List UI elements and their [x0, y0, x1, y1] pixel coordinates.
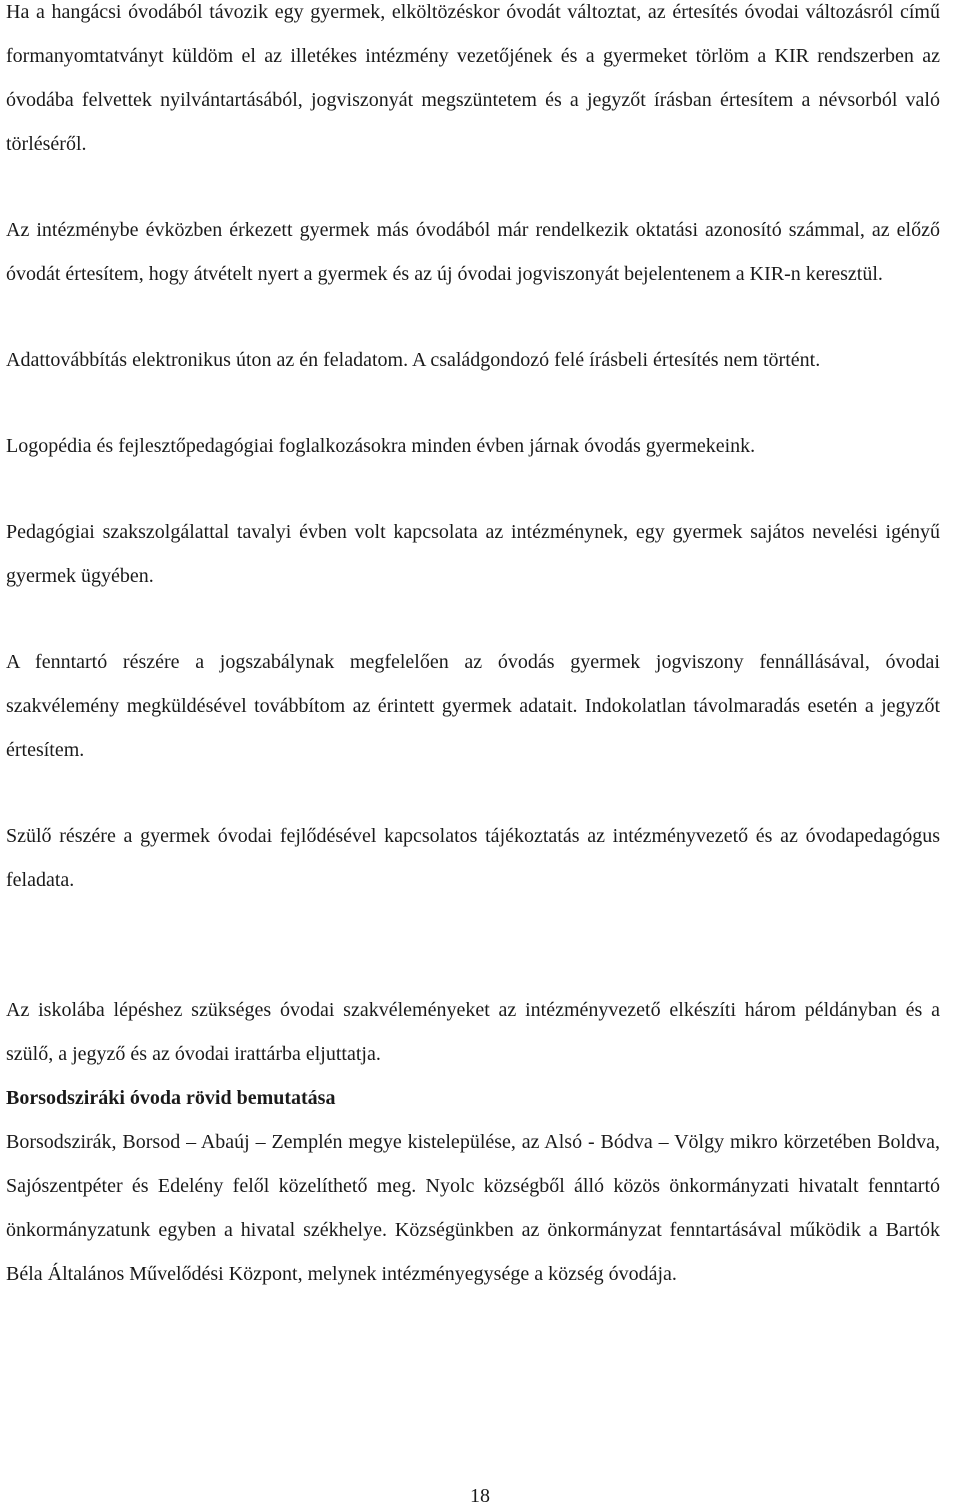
document-body — [6, 0, 940, 1296]
paragraph-pedagogical-service: Pedagógiai szakszolgálattal tavalyi évben volt kapcsolata az intézménynek, egy gyermek sajátos nevelési igényű gyermek ügyében. — [6, 521, 940, 587]
paragraph-incoming-child: Az intézménybe évközben érkezett gyermek más óvodából már rendelkezik oktatási azonosító számmal, az előző óvodát értesítem, hogy átvételt nyert a gyermek és az új óvodai jogviszonyát bejelentenem a KIR-n keresztül. — [6, 219, 940, 285]
page-number: 18 — [470, 1485, 490, 1507]
paragraph-school-readiness: Az iskolába lépéshez szükséges óvodai szakvéleményeket az intézményvezető elkészíti három példányban és a szülő, a jegyző és az óvodai irattárba eljuttatja. — [6, 999, 940, 1065]
section-heading: Borsodsziráki óvoda rövid bemutatása — [6, 1087, 336, 1109]
paragraph-parents: Szülő részére a gyermek óvodai fejlődésével kapcsolatos tájékoztatás az intézményvezető és az óvodapedagógus feladata. — [6, 825, 940, 891]
paragraph-maintainer: A fenntartó részére a jogszabálynak megfelelően az óvodás gyermek jogviszony fennállásával, óvodai szakvélemény megküldésével továbbítom az érintett gyermek adatait. Indokolatlan távolmaradás esetén a jegyzőt értesítem. — [6, 651, 940, 761]
section-body: Borsodszirák, Borsod – Abaúj – Zemplén megye kistelepülése, az Alsó - Bódva – Völgy mikro körzetében Boldva, Sajószentpéter és Edelény felől közelíthető meg. Nyolc községből álló közös önkormányzati hivatalt fenntartó önkormányzatunk egyben a hivatal székhelye. Községünkben az önkormányzat fenntartásával működik a Bartók Béla Általános Művelődési Központ, melynek intézményegysége a község óvodája. — [6, 1131, 940, 1285]
paragraph-leaving-child: Ha a hangácsi óvodából távozik egy gyermek, elköltözéskor óvodát változtat, az értesítés óvodai változásról című formanyomtatványt küldöm el az illetékes intézmény vezetőjének és a gyermeket törlöm a KIR rendszerben az óvodába felvettek nyilvántartásából, jogviszonyát megszüntetem és a jegyzőt írásban értesítem a névsorból való törléséről. — [6, 1, 940, 155]
paragraph-speech-therapy: Logopédia és fejlesztőpedagógiai foglalkozásokra minden évben járnak óvodás gyermekeink. — [6, 435, 756, 457]
paragraph-data-transfer: Adattovábbítás elektronikus úton az én feladatom. A családgondozó felé írásbeli értesítés nem történt. — [6, 349, 821, 371]
